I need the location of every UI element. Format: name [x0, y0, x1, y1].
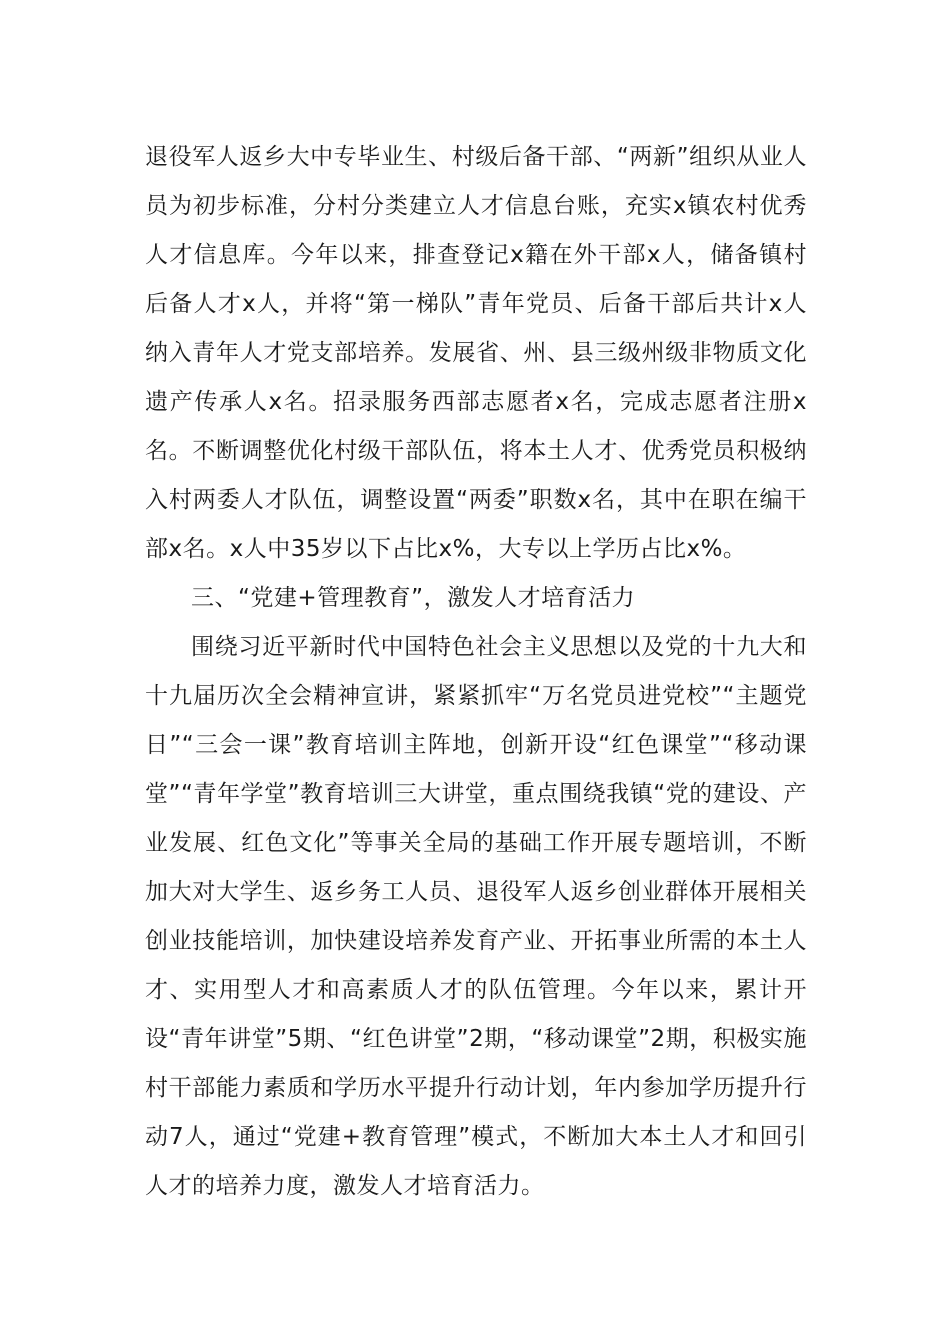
section-heading: 三、“党建+管理教育”，激发人才培育活力 [191, 585, 636, 611]
paragraph-continuation: 退役军人返乡大中专毕业生、村级后备干部、“两新”组织从业人员为初步标准，分村分类建立人才信息台账，充实x镇农村优秀人才信息库。今年以来，排查登记x籍在外干部x人，储备镇村后备人才x人，并将“第一梯队”青年党员、后备干部后共计x人纳入青年人才党支部培养。发展省、州、县三级州级非物质文化遗产传承人x名。招录服务西部志愿者x名，完成志愿者注册x名。不断调整优化村级干部队伍，将本土人才、优秀党员积极纳入村两委人才队伍，调整设置“两委”职数x名，其中在职在编干部x名。x人中35岁以下占比x%，大专以上学历占比x%。 [145, 144, 807, 562]
paragraph-body: 围绕习近平新时代中国特色社会主义思想以及党的十九大和十九届历次全会精神宣讲，紧紧抓牢“万名党员进党校”“主题党日”“三会一课”教育培训主阵地，创新开设“红色课堂”“移动课堂”“青年学堂”教育培训三大讲堂，重点围绕我镇“党的建设、产业发展、红色文化”等事关全局的基础工作开展专题培训，不断加大对大学生、返乡务工人员、退役军人返乡创业群体开展相关创业技能培训，加快建设培养发育产业、开拓事业所需的本土人才、实用型人才和高素质人才的队伍管理。今年以来，累计开设“青年讲堂”5期、“红色讲堂”2期，“移动课堂”2期，积极实施村干部能力素质和学历水平提升行动计划，年内参加学历提升行动7人，通过“党建+教育管理”模式，不断加大本土人才和回引人才的培养力度，激发人才培育活力。 [145, 634, 807, 1199]
document-body [145, 133, 807, 1211]
